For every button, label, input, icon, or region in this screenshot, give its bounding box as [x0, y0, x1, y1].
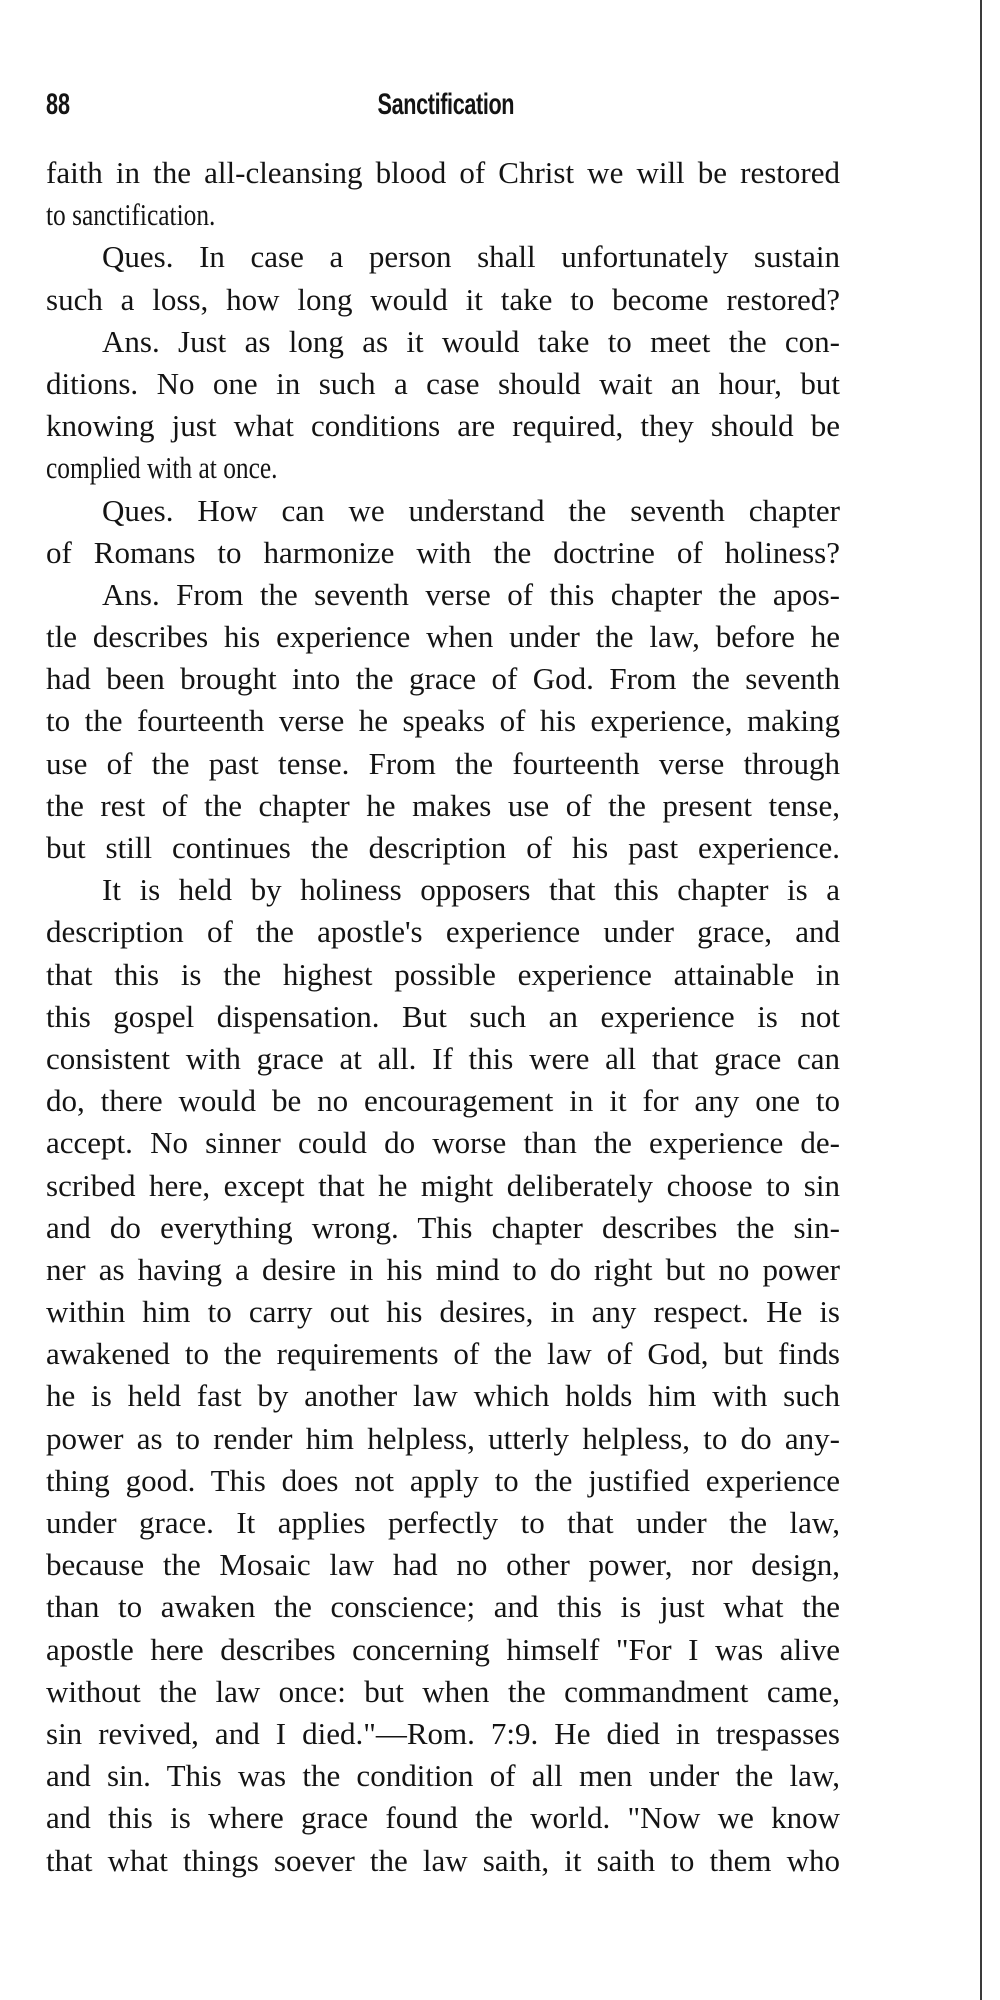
text-line-content: It is held by holiness opposers that this chapter is a: [102, 872, 840, 908]
text-line-content: Ans. From the seventh verse of this chapter the apos-: [102, 576, 840, 612]
text-line: [46, 1797, 840, 1839]
text-line-content: ditions. No one in such a case should wait an hour, but: [46, 365, 840, 401]
page-header: [46, 88, 846, 130]
text-line: [46, 1207, 840, 1249]
text-line: [46, 1122, 840, 1164]
text-line-content: do, there would be no encouragement in it for any one to: [46, 1083, 840, 1119]
text-line-content: knowing just what conditions are required, they should be: [46, 408, 840, 444]
text-line: [46, 1418, 840, 1460]
text-line: [46, 1375, 840, 1417]
text-line: [46, 532, 840, 574]
text-line: [46, 1671, 840, 1713]
text-line-content: awakened to the requirements of the law of God, but finds: [46, 1336, 840, 1372]
text-line: [46, 1502, 840, 1544]
text-line-content: Ques. How can we understand the seventh chapter: [102, 492, 840, 528]
text-line: [46, 616, 840, 658]
text-line-content: accept. No sinner could do worse than the experience de-: [46, 1125, 840, 1161]
text-line: [46, 152, 840, 194]
text-line-content: tle describes his experience when under the law, before he: [46, 619, 840, 655]
page-number: 88: [46, 88, 71, 121]
text-line: [46, 279, 840, 321]
text-line: [46, 1713, 840, 1755]
text-line-content: than to awaken the conscience; and this is just what the: [46, 1589, 840, 1625]
text-line: [46, 405, 840, 447]
text-line: [46, 1586, 840, 1628]
text-line: [46, 1165, 840, 1207]
text-line-content: thing good. This does not apply to the justified experience: [46, 1462, 840, 1498]
text-line-content: this gospel dispensation. But such an experience is not: [46, 998, 840, 1034]
text-line-content: that this is the highest possible experience attainable in: [46, 956, 840, 992]
text-line-content: scribed here, except that he might deliberately choose to sin: [46, 1167, 840, 1203]
text-line-content: description of the apostle's experience under grace, and: [46, 914, 840, 950]
text-line-content: the rest of the chapter he makes use of the present tense,: [46, 787, 840, 823]
text-line: [46, 447, 840, 489]
text-line-content: faith in the all-cleansing blood of Christ we will be restored: [46, 155, 840, 190]
text-line-content: apostle here describes concerning himself "For I was alive: [46, 1631, 840, 1667]
text-line: [46, 700, 840, 742]
text-line-content: because the Mosaic law had no other power, nor design,: [46, 1547, 840, 1583]
text-line-content: but still continues the description of his past experience.: [46, 830, 840, 865]
text-line: [46, 1291, 840, 1333]
text-line: [46, 743, 840, 785]
text-line-content: under grace. It applies perfectly to that under the law,: [46, 1505, 840, 1540]
text-line: [46, 869, 840, 911]
body-text: [46, 152, 840, 1882]
text-line-content: sin revived, and I died."—Rom. 7:9. He died in trespasses: [46, 1715, 840, 1751]
text-line: [46, 1544, 840, 1586]
text-line: [46, 1080, 840, 1122]
text-line: [46, 1460, 840, 1502]
running-title: [46, 88, 846, 122]
text-line: [46, 996, 840, 1038]
text-line: [46, 658, 840, 700]
text-line: [46, 194, 840, 236]
text-line: [46, 490, 840, 532]
text-line: [46, 1333, 840, 1375]
text-line-content: that what things soever the law saith, it saith to them who: [46, 1842, 840, 1878]
text-line: [46, 785, 840, 827]
text-line-content: and do everything wrong. This chapter describes the sin-: [46, 1209, 840, 1245]
text-line-content: Ans. Just as long as it would take to meet the con-: [102, 323, 840, 359]
text-line: [46, 827, 840, 869]
text-line: [46, 1755, 840, 1797]
text-line-content: to the fourteenth verse he speaks of his experience, making: [46, 703, 840, 739]
text-line-content: to sanctification.: [46, 197, 216, 233]
running-title-text: Sanctification: [377, 88, 515, 121]
text-line: [46, 363, 840, 405]
text-line-content: and this is where grace found the world. "Now we know: [46, 1800, 840, 1836]
text-line: [46, 1038, 840, 1080]
text-line-content: had been brought into the grace of God. From the seventh: [46, 661, 840, 697]
text-line-content: consistent with grace at all. If this were all that grace can: [46, 1040, 840, 1076]
text-line-content: within him to carry out his desires, in any respect. He is: [46, 1294, 840, 1330]
text-line-content: such a loss, how long would it take to become restored?: [46, 281, 840, 317]
text-line-content: complied with at once.: [46, 450, 278, 486]
text-line-content: and sin. This was the condition of all men under the law,: [46, 1758, 840, 1794]
text-line: [46, 321, 840, 363]
text-line-content: use of the past tense. From the fourteenth verse through: [46, 745, 840, 781]
page-edge-rule: [980, 0, 982, 2000]
text-line-content: of Romans to harmonize with the doctrine of holiness?: [46, 534, 840, 570]
text-line: [46, 954, 840, 996]
text-line-content: power as to render him helpless, utterly helpless, to do any-: [46, 1420, 840, 1456]
text-line-content: without the law once: but when the commandment came,: [46, 1673, 840, 1709]
text-line-content: he is held fast by another law which holds him with such: [46, 1378, 840, 1414]
text-line-content: Ques. In case a person shall unfortunately sustain: [102, 239, 840, 275]
text-line: [46, 1249, 840, 1291]
text-line-content: ner as having a desire in his mind to do right but no power: [46, 1251, 840, 1287]
text-line: [46, 1629, 840, 1671]
text-line: [46, 574, 840, 616]
text-line: [46, 236, 840, 278]
text-line: [46, 1840, 840, 1882]
text-line: [46, 911, 840, 953]
